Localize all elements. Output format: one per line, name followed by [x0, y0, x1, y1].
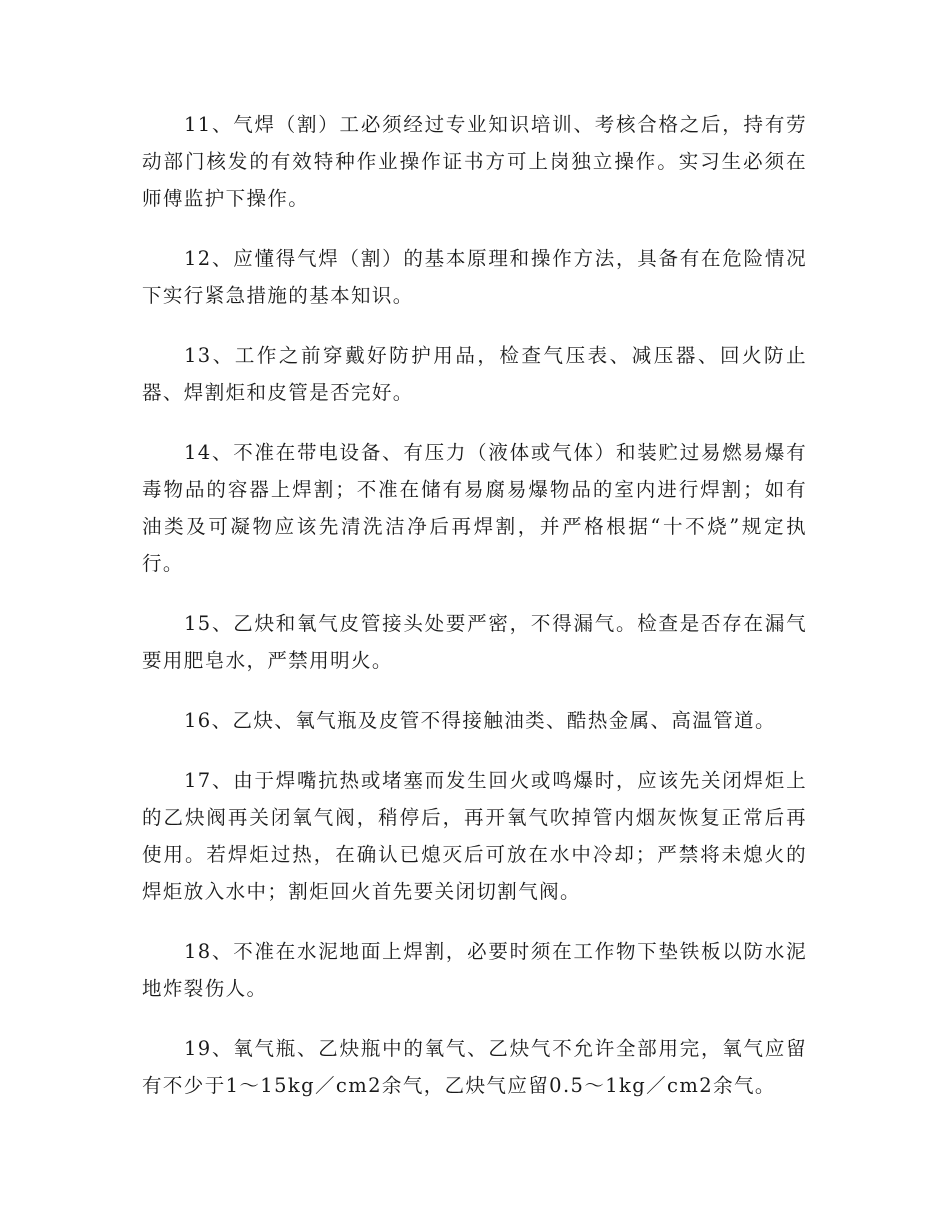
paragraph-13: 13、工作之前穿戴好防护用品，检查气压表、减压器、回火防止器、焊割炬和皮管是否完好。 [142, 344, 807, 404]
paragraph-19: 19、氧气瓶、乙炔瓶中的氧气、乙炔气不允许全部用完，氧气应留有不少于1～15kg／cm2余气，乙炔气应留0.5～1kg／cm2余气。 [142, 1037, 807, 1097]
paragraph-18: 18、不准在水泥地面上焊割，必要时须在工作物下垫铁板以防水泥地炸裂伤人。 [142, 940, 807, 1000]
paragraph-12: 12、应懂得气焊（割）的基本原理和操作方法，具备有在危险情况下实行紧急措施的基本知识。 [142, 247, 807, 307]
document-page [142, 106, 807, 1127]
paragraph-11: 11、气焊（割）工必须经过专业知识培训、考核合格之后，持有劳动部门核发的有效特种作业操作证书方可上岗独立操作。实习生必须在师傅监护下操作。 [142, 113, 807, 210]
paragraph-17: 17、由于焊嘴抗热或堵塞而发生回火或鸣爆时，应该先关闭焊炬上的乙炔阀再关闭氧气阀，稍停后，再开氧气吹掉管内烟灰恢复正常后再使用。若焊炬过热，在确认已熄灭后可放在水中冷却；严禁将未熄火的焊炬放入水中；割炬回火首先要关闭切割气阀。 [142, 769, 807, 903]
paragraph-16: 16、乙炔、氧气瓶及皮管不得接触油类、酷热金属、高温管道。 [184, 709, 776, 732]
paragraph-15: 15、乙炔和氧气皮管接头处要严密，不得漏气。检查是否存在漏气要用肥皂水，严禁用明火。 [142, 612, 807, 672]
paragraph-14: 14、不准在带电设备、有压力（液体或气体）和装贮过易燃易爆有毒物品的容器上焊割；不准在储有易腐易爆物品的室内进行焊割；如有油类及可凝物应该先清洗洁净后再焊割，并严格根据“十不烧”规定执行。 [142, 441, 807, 575]
